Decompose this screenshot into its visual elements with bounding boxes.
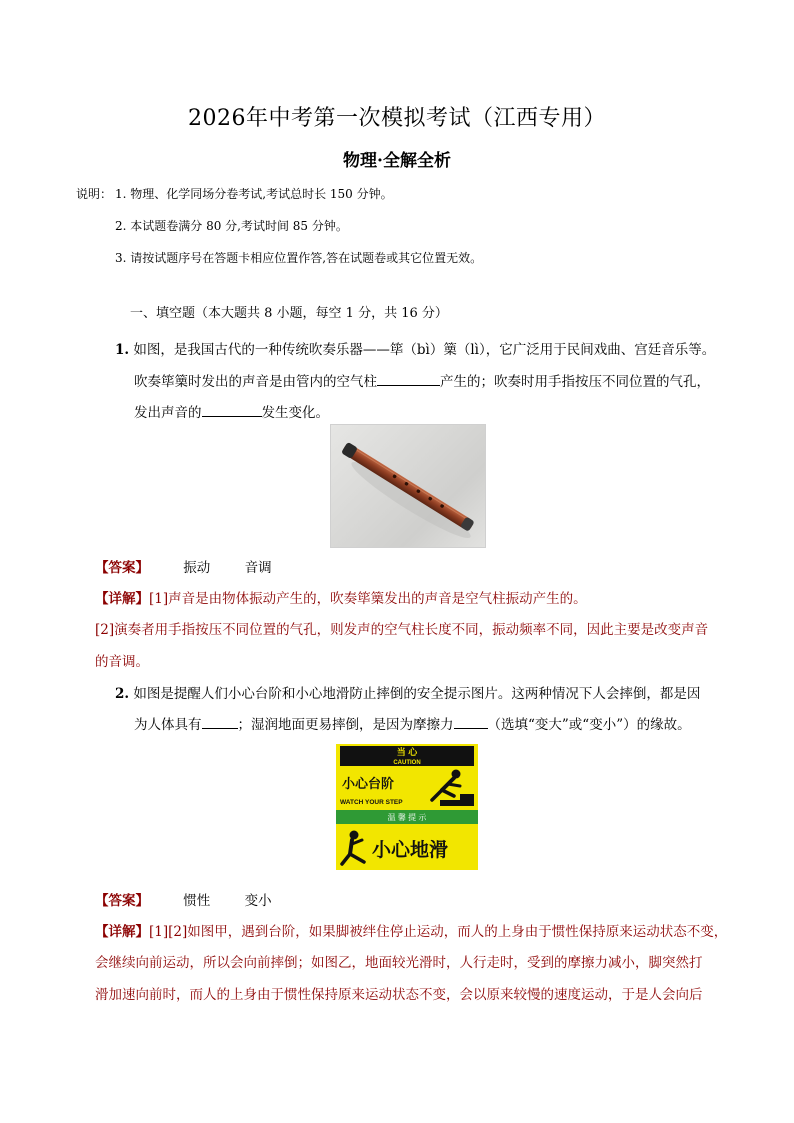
notes-label: 说明： — [76, 187, 113, 201]
sign-caution-en: CAUTION — [393, 760, 421, 766]
question-2-line-2 — [134, 713, 691, 733]
note-item-1: 1. 物理、化学同场分卷考试,考试总时长 150 分钟。 — [115, 187, 393, 201]
question-1-number: 1. — [115, 342, 130, 358]
question-2-text-1: 如图是提醒人们小心台阶和小心地滑防止摔倒的安全提示图片。这两种情况下人会摔倒，都是因 — [133, 686, 701, 702]
question-1-text-2a: 吹奏筚篥时发出的声音是由管内的空气柱 — [134, 374, 377, 390]
note-item-2: 2. 本试题卷满分 80 分,考试时间 85 分钟。 — [115, 219, 348, 233]
question-1-text-2b: 产生的；吹奏时用手指按压不同位置的气孔， — [440, 374, 710, 390]
question-2-text-2c: （选填“变大”或“变小”）的缘故。 — [487, 717, 691, 733]
sign-warm-tip: 温 馨 提 示 — [387, 813, 427, 822]
question-1-text-1: 如图，是我国古代的一种传统吹奏乐器——筚（bì）篥（lì），它广泛用于民间戏曲、宫廷音乐等。 — [133, 342, 716, 358]
question-2-line-1 — [115, 682, 700, 702]
page-subtitle: 物理·全解全析 — [343, 151, 451, 171]
question-2-number: 2. — [115, 686, 130, 702]
question-1-line-1 — [115, 338, 715, 358]
answer-label: 【答案】 — [95, 560, 149, 576]
question-1-text-3a: 发出声音的 — [134, 405, 202, 421]
answer-blank-4[interactable] — [454, 715, 488, 729]
answer-value: 振动 — [183, 560, 211, 576]
detail-text: 滑加速向前时，而人的上身由于惯性保持原来运动状态不变，会以原来较慢的速度运动，于是人会向后 — [95, 987, 703, 1003]
answer-row-2 — [95, 889, 272, 909]
answer-row-1 — [95, 556, 272, 576]
answer-blank-1[interactable] — [377, 372, 440, 386]
bili-flute-photo — [330, 424, 486, 548]
detail-text: 的音调。 — [95, 654, 149, 670]
sign-step-en: WATCH YOUR STEP — [340, 799, 403, 806]
safety-sign-image — [336, 744, 478, 870]
detail-label: 【详解】 — [95, 591, 149, 607]
detail-text: [1][2]如图甲，遇到台阶，如果脚被绊住停止运动，而人的上身由于惯性保持原来运动状态不变， — [149, 924, 728, 940]
answer-blank-2[interactable] — [202, 403, 262, 417]
answer-value: 惯性 — [183, 893, 211, 909]
detail-text: [2]演奏者用手指按压不同位置的气孔，则发声的空气柱长度不同，振动频率不同，因此主要是改变声音 — [95, 622, 709, 638]
section-heading: 一、填空题（本大题共 8 小题，每空 1 分，共 16 分） — [130, 306, 448, 321]
flute-icon — [331, 425, 485, 547]
question-1-line-3 — [134, 401, 329, 421]
answer-label: 【答案】 — [95, 893, 149, 909]
question-2-text-2b: ；湿润地面更易摔倒，是因为摩擦力 — [237, 717, 454, 733]
sign-caution-cn: 当 心 — [396, 747, 418, 757]
sign-step-cn: 小心台阶 — [342, 776, 395, 791]
answer-value: 音调 — [244, 560, 272, 576]
detail-text: 会继续向前运动，所以会向前摔倒；如图乙，地面较光滑时，人行走时，受到的摩擦力减小，脚突然打 — [95, 955, 703, 971]
answer-value: 变小 — [244, 893, 272, 909]
detail-row-2 — [95, 920, 727, 940]
question-1-text-3b: 发生变化。 — [261, 405, 329, 421]
detail-label: 【详解】 — [95, 924, 149, 940]
question-2-text-2a: 为人体具有 — [134, 717, 202, 733]
detail-row-1 — [95, 587, 587, 607]
page-title: 2026年中考第一次模拟考试（江西专用） — [188, 106, 606, 131]
detail-text: [1]声音是由物体振动产生的，吹奏筚篥发出的声音是空气柱振动产生的。 — [149, 591, 587, 607]
note-item-3: 3. 请按试题序号在答题卡相应位置作答,答在试题卷或其它位置无效。 — [115, 251, 483, 265]
sign-slip-cn: 小心地滑 — [372, 840, 449, 861]
answer-blank-3[interactable] — [202, 715, 238, 729]
question-1-line-2 — [134, 370, 710, 390]
safety-sign-icon — [336, 744, 478, 870]
